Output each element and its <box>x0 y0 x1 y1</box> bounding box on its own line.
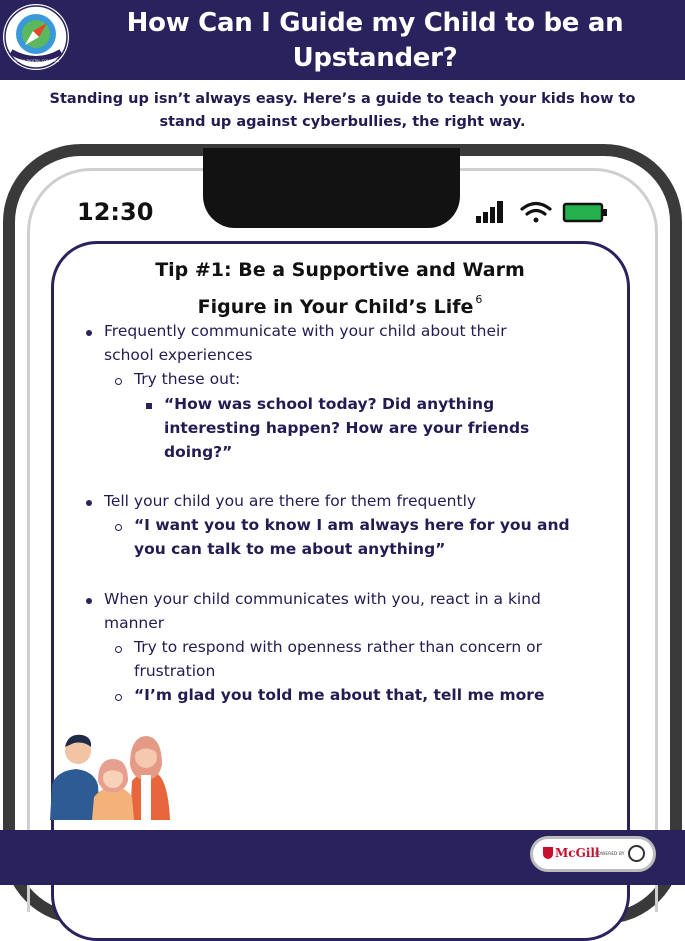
compass-logo-icon <box>3 4 69 70</box>
list-item: Try to respond with openness rather than concern or <box>134 638 542 656</box>
quote-item-continued: interesting happen? How are your friends <box>164 419 530 437</box>
tip-title-line-2-text: Figure in Your Child’s Life <box>197 296 474 318</box>
status-icons <box>474 198 609 226</box>
quote-item: “I’m glad you told me about that, tell me more <box>134 686 545 704</box>
powered-by-label: POWERED BY <box>595 851 625 856</box>
bullet-circle-icon <box>115 646 122 653</box>
bullet-circle-icon <box>115 694 122 701</box>
svg-text:YOUTH DIGITAL COMPASS: YOUTH DIGITAL COMPASS <box>12 59 60 63</box>
list-item: Frequently communicate with your child about their <box>104 322 507 340</box>
bullet-dot-icon <box>86 500 92 506</box>
page-subtitle <box>20 88 665 134</box>
list-item: Tell your child you are there for them frequently <box>104 492 477 510</box>
quote-item-continued: you can talk to me about anything” <box>134 540 446 558</box>
quote-item: “I want you to know I am always here for you and <box>134 516 570 534</box>
mcgill-logo: McGill <box>555 846 600 860</box>
list-item: When your child communicates with you, react in a kind <box>104 590 541 608</box>
bullet-square-icon <box>146 403 152 409</box>
quote-item: “How was school today? Did anything <box>164 395 495 413</box>
tip-title-line-2 <box>105 285 575 322</box>
list-item-continued: frustration <box>134 662 216 680</box>
signal-icon <box>476 201 503 223</box>
footnote-marker: 6 <box>475 293 483 306</box>
mcgill-crest-icon <box>543 847 553 859</box>
subtitle-line-2: stand up against cyberbullies, the right way. <box>159 114 526 130</box>
partner-badge-icon <box>628 845 645 862</box>
phone-notch <box>203 148 460 228</box>
subtitle-line-1: Standing up isn’t always easy. Here’s a guide to teach your kids how to <box>49 91 636 107</box>
title-line-1: How Can I Guide my Child to be an <box>126 8 624 38</box>
status-time: 12:30 <box>77 198 154 226</box>
tip-title <box>105 256 575 322</box>
list-item-continued: school experiences <box>104 346 253 364</box>
quote-item-continued: doing?” <box>164 443 233 461</box>
list-item: Try these out: <box>134 370 241 388</box>
title-line-2: Upstander? <box>292 43 458 73</box>
family-illustration <box>46 723 181 820</box>
list-item-continued: manner <box>104 614 165 632</box>
tip-title-line-1: Tip #1: Be a Supportive and Warm <box>155 259 525 281</box>
bullet-circle-icon <box>115 378 122 385</box>
battery-icon <box>564 204 607 221</box>
bullet-dot-icon <box>86 330 92 336</box>
bullet-circle-icon <box>115 524 122 531</box>
partner-logos <box>530 836 656 872</box>
bullet-dot-icon <box>86 598 92 604</box>
page-title <box>75 6 675 76</box>
wifi-icon <box>522 204 550 223</box>
